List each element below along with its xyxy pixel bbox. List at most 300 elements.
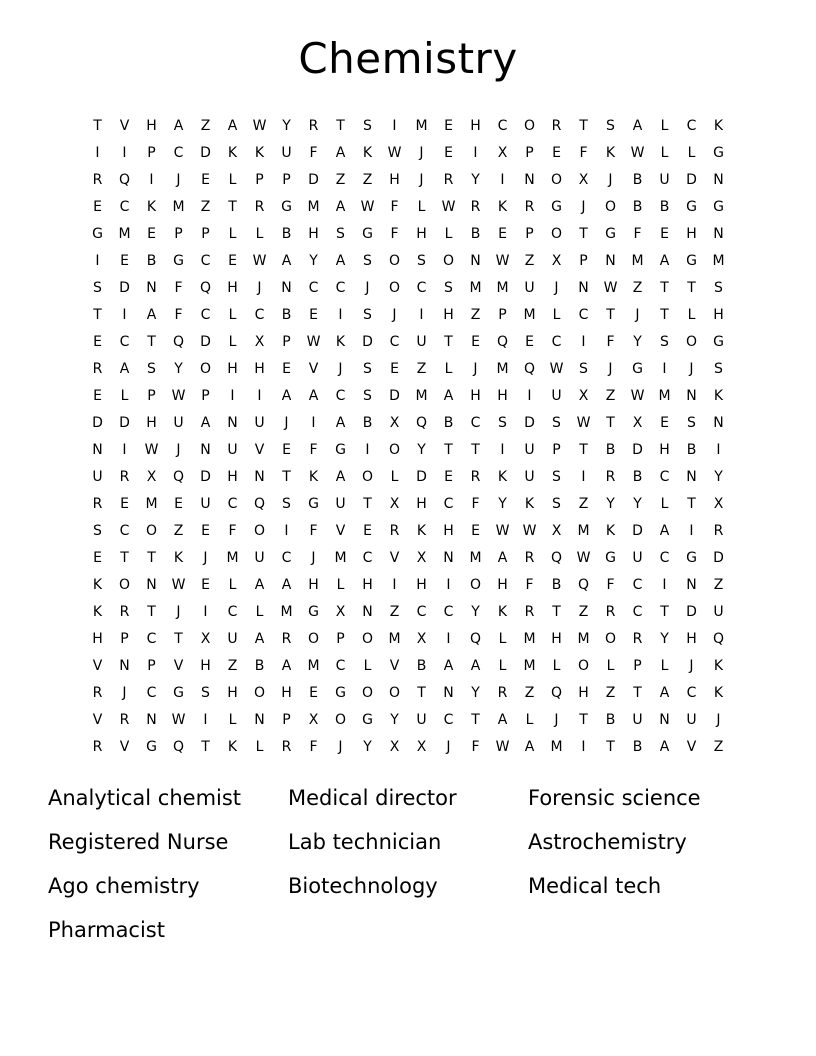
grid-letter: A (281, 387, 292, 404)
grid-letter: P (282, 333, 291, 350)
grid-letter: T (93, 117, 102, 134)
grid-letter: Q (172, 333, 185, 350)
grid-letter: G (335, 441, 346, 458)
grid-letter: B (686, 441, 697, 458)
grid-letter: P (525, 144, 534, 161)
grid-letter: B (416, 657, 427, 674)
grid-letter: T (120, 549, 129, 566)
grid-letter: I (446, 630, 451, 647)
grid-letter: H (416, 576, 427, 593)
grid-letter: J (338, 360, 343, 377)
grid-letter: Q (118, 171, 131, 188)
grid-letter: P (147, 657, 156, 674)
grid-letter: R (92, 684, 103, 701)
grid-letter: H (227, 279, 238, 296)
grid-letter: O (253, 684, 266, 701)
grid-letter: O (577, 657, 590, 674)
grid-letter: L (660, 495, 669, 512)
grid-letter: J (446, 738, 451, 755)
grid-letter: G (551, 198, 562, 215)
grid-letter: U (173, 414, 184, 431)
grid-letter: J (338, 738, 343, 755)
grid-letter: I (203, 603, 208, 620)
grid-letter: R (524, 603, 535, 620)
grid-letter: I (581, 333, 586, 350)
grid-letter: B (146, 252, 157, 269)
grid-letter: T (606, 738, 615, 755)
grid-letter: J (176, 441, 181, 458)
grid-letter: N (686, 576, 697, 593)
grid-letter: C (632, 603, 643, 620)
grid-letter: G (713, 198, 724, 215)
grid-letter: U (335, 495, 346, 512)
grid-letter: E (444, 117, 453, 134)
grid-letter: O (118, 576, 131, 593)
grid-letter: C (335, 657, 346, 674)
grid-letter: Y (660, 630, 669, 647)
grid-letter: K (146, 198, 157, 215)
grid-letter: D (686, 603, 697, 620)
grid-letter: F (525, 576, 534, 593)
grid-letter: U (524, 468, 535, 485)
grid-letter: T (579, 225, 588, 242)
grid-letter: W (306, 333, 321, 350)
grid-letter: X (497, 144, 508, 161)
grid-letter: O (604, 198, 617, 215)
grid-letter: V (335, 522, 346, 539)
grid-letter: T (93, 306, 102, 323)
grid-letter: N (92, 441, 103, 458)
grid-letter: B (281, 225, 292, 242)
grid-letter: I (500, 171, 505, 188)
grid-letter: W (495, 738, 510, 755)
grid-letter: E (228, 252, 237, 269)
puzzle-title: Chemistry (298, 34, 518, 83)
grid-letter: H (416, 225, 427, 242)
grid-letter: A (281, 657, 292, 674)
grid-letter: S (687, 414, 696, 431)
grid-letter: J (716, 711, 721, 728)
grid-letter: Z (200, 198, 211, 215)
grid-letter: U (632, 549, 643, 566)
grid-letter: L (498, 630, 507, 647)
grid-letter: E (660, 414, 669, 431)
grid-letter: W (171, 576, 186, 593)
grid-letter: T (579, 711, 588, 728)
grid-letter: O (469, 576, 482, 593)
grid-letter: O (199, 360, 212, 377)
word-list-item: Biotechnology (288, 874, 438, 898)
grid-letter: H (686, 225, 697, 242)
grid-letter: L (255, 225, 264, 242)
grid-letter: U (632, 711, 643, 728)
grid-letter: A (632, 117, 643, 134)
grid-letter: H (92, 630, 103, 647)
grid-letter: X (632, 414, 643, 431)
grid-letter: U (227, 630, 238, 647)
grid-letter: Y (633, 333, 642, 350)
grid-letter: E (120, 252, 129, 269)
grid-letter: D (119, 414, 130, 431)
grid-letter: I (392, 117, 397, 134)
grid-letter: R (281, 738, 292, 755)
grid-letter: K (605, 144, 616, 161)
grid-letter: G (146, 738, 157, 755)
grid-letter: I (95, 144, 100, 161)
grid-letter: F (633, 225, 642, 242)
grid-letter: L (552, 306, 561, 323)
grid-letter: I (581, 468, 586, 485)
grid-letter: O (550, 171, 563, 188)
grid-letter: H (227, 684, 238, 701)
grid-letter: G (281, 198, 292, 215)
grid-letter: J (419, 144, 424, 161)
grid-letter: H (416, 495, 427, 512)
grid-letter: R (470, 198, 481, 215)
grid-letter: H (254, 360, 265, 377)
grid-letter: I (338, 306, 343, 323)
grid-letter: B (632, 468, 643, 485)
grid-letter: R (605, 603, 616, 620)
grid-letter: O (334, 711, 347, 728)
grid-letter: Q (199, 279, 212, 296)
grid-letter: Z (470, 306, 481, 323)
grid-letter: M (469, 549, 482, 566)
grid-letter: X (308, 711, 319, 728)
grid-letter: B (362, 414, 373, 431)
grid-letter: L (228, 711, 237, 728)
grid-letter: F (471, 738, 480, 755)
grid-letter: L (255, 603, 264, 620)
grid-letter: G (308, 603, 319, 620)
grid-letter: Y (390, 711, 399, 728)
grid-letter: I (473, 144, 478, 161)
grid-letter: C (146, 630, 157, 647)
grid-letter: V (92, 657, 103, 674)
grid-letter: N (254, 711, 265, 728)
grid-letter: W (630, 144, 645, 161)
grid-letter: D (632, 522, 643, 539)
grid-letter: T (147, 549, 156, 566)
grid-letter: N (146, 711, 157, 728)
grid-letter: G (362, 711, 373, 728)
grid-letter: B (632, 738, 643, 755)
grid-letter: O (523, 117, 536, 134)
grid-letter: Y (471, 684, 480, 701)
grid-letter: N (713, 171, 724, 188)
grid-letter: W (603, 279, 618, 296)
grid-letter: C (632, 576, 643, 593)
grid-letter: J (554, 711, 559, 728)
grid-letter: P (147, 387, 156, 404)
grid-letter: O (388, 279, 401, 296)
grid-letter: K (227, 144, 238, 161)
grid-letter: M (388, 630, 401, 647)
grid-letter: A (659, 522, 670, 539)
grid-letter: N (200, 441, 211, 458)
grid-letter: Z (524, 252, 535, 269)
grid-letter: M (658, 387, 671, 404)
grid-letter: L (525, 711, 534, 728)
grid-letter: Q (172, 468, 185, 485)
grid-letter: S (363, 117, 372, 134)
word-list-item: Analytical chemist (48, 786, 242, 810)
grid-letter: B (443, 414, 454, 431)
grid-letter: L (498, 657, 507, 674)
grid-letter: X (551, 522, 562, 539)
grid-letter: B (470, 225, 481, 242)
grid-letter: A (146, 306, 157, 323)
grid-letter: U (281, 144, 292, 161)
grid-letter: H (308, 576, 319, 593)
grid-letter: K (497, 198, 508, 215)
grid-letter: N (713, 414, 724, 431)
grid-letter: S (552, 414, 561, 431)
grid-letter: I (230, 387, 235, 404)
grid-letter: W (360, 198, 375, 215)
grid-letter: H (659, 441, 670, 458)
grid-letter: J (635, 306, 640, 323)
grid-letter: Z (227, 657, 238, 674)
grid-letter: L (363, 657, 372, 674)
grid-letter: J (284, 414, 289, 431)
grid-letter: W (630, 387, 645, 404)
grid-letter: W (387, 144, 402, 161)
grid-letter: N (470, 252, 481, 269)
grid-letter: J (203, 549, 208, 566)
grid-letter: C (119, 522, 130, 539)
grid-letter: J (122, 684, 127, 701)
grid-letter: M (172, 198, 185, 215)
grid-letter: C (389, 333, 400, 350)
grid-letter: H (497, 576, 508, 593)
grid-letter: X (578, 387, 589, 404)
grid-letter: D (200, 144, 211, 161)
grid-letter: F (309, 144, 318, 161)
grid-letter: P (174, 225, 183, 242)
grid-letter: Z (416, 360, 427, 377)
grid-letter: X (335, 603, 346, 620)
grid-letter: M (631, 252, 644, 269)
grid-letter: N (578, 279, 589, 296)
grid-letter: I (689, 522, 694, 539)
grid-letter: T (687, 495, 696, 512)
grid-letter: N (362, 603, 373, 620)
grid-letter: Q (253, 495, 266, 512)
grid-letter: U (524, 279, 535, 296)
grid-letter: Y (282, 117, 291, 134)
word-list-item: Forensic science (528, 786, 701, 810)
grid-letter: C (227, 495, 238, 512)
grid-letter: K (308, 468, 319, 485)
grid-letter: Y (498, 495, 507, 512)
grid-letter: Y (174, 360, 183, 377)
grid-letter: X (578, 171, 589, 188)
grid-letter: C (659, 468, 670, 485)
grid-letter: M (226, 549, 239, 566)
grid-letter: M (307, 198, 320, 215)
grid-letter: J (689, 657, 694, 674)
grid-letter: Z (200, 117, 211, 134)
grid-letter: Z (578, 603, 589, 620)
grid-letter: R (497, 684, 508, 701)
grid-letter: K (92, 576, 103, 593)
grid-letter: Z (389, 603, 400, 620)
grid-letter: M (145, 495, 158, 512)
grid-letter: S (282, 495, 291, 512)
grid-letter: Q (172, 738, 185, 755)
grid-letter: R (92, 360, 103, 377)
grid-letter: X (254, 333, 265, 350)
grid-letter: X (551, 252, 562, 269)
grid-letter: R (632, 630, 643, 647)
grid-letter: E (174, 495, 183, 512)
grid-letter: J (608, 171, 613, 188)
grid-letter: M (496, 279, 509, 296)
grid-letter: D (524, 414, 535, 431)
word-list-item: Pharmacist (48, 918, 165, 942)
grid-letter: A (335, 198, 346, 215)
grid-letter: K (524, 495, 535, 512)
grid-letter: R (92, 738, 103, 755)
grid-letter: Q (523, 360, 536, 377)
grid-letter: Q (712, 630, 725, 647)
grid-letter: J (419, 171, 424, 188)
grid-letter: R (92, 171, 103, 188)
grid-letter: C (227, 603, 238, 620)
grid-letter: C (173, 144, 184, 161)
word-list (48, 776, 768, 952)
grid-letter: P (498, 306, 507, 323)
word-list-item: Registered Nurse (48, 830, 229, 854)
grid-letter: C (200, 306, 211, 323)
grid-letter: P (201, 387, 210, 404)
grid-letter: E (93, 198, 102, 215)
grid-letter: B (659, 198, 670, 215)
grid-letter: M (118, 225, 131, 242)
grid-letter: L (228, 225, 237, 242)
grid-letter: C (416, 603, 427, 620)
wordsearch-grid (84, 112, 732, 760)
grid-letter: S (444, 279, 453, 296)
grid-letter: W (495, 252, 510, 269)
grid-letter: T (606, 414, 615, 431)
grid-letter: D (362, 333, 373, 350)
grid-letter: F (606, 333, 615, 350)
grid-letter: D (200, 468, 211, 485)
grid-letter: W (576, 414, 591, 431)
grid-letter: M (523, 630, 536, 647)
grid-letter: R (605, 468, 616, 485)
grid-letter: T (444, 333, 453, 350)
grid-letter: M (469, 279, 482, 296)
grid-letter: G (686, 252, 697, 269)
grid-letter: Z (605, 387, 616, 404)
grid-letter: H (227, 360, 238, 377)
grid-letter: T (174, 630, 183, 647)
grid-letter: A (659, 252, 670, 269)
grid-letter: X (389, 738, 400, 755)
grid-letter: W (252, 252, 267, 269)
grid-letter: M (334, 549, 347, 566)
grid-letter: M (280, 603, 293, 620)
grid-letter: N (146, 279, 157, 296)
grid-letter: T (417, 684, 426, 701)
grid-letter: A (470, 657, 481, 674)
grid-letter: N (443, 684, 454, 701)
grid-letter: A (335, 144, 346, 161)
grid-letter: I (365, 441, 370, 458)
grid-letter: K (713, 387, 724, 404)
grid-letter: P (525, 225, 534, 242)
grid-letter: V (173, 657, 184, 674)
grid-letter: L (120, 387, 129, 404)
grid-letter: X (416, 549, 427, 566)
grid-letter: O (550, 225, 563, 242)
grid-letter: Q (496, 333, 509, 350)
grid-letter: T (444, 441, 453, 458)
grid-letter: R (470, 468, 481, 485)
grid-letter: A (227, 117, 238, 134)
grid-letter: H (470, 117, 481, 134)
grid-letter: J (392, 306, 397, 323)
grid-letter: H (200, 657, 211, 674)
grid-letter: S (714, 279, 723, 296)
grid-letter: J (311, 549, 316, 566)
grid-letter: V (119, 117, 130, 134)
grid-letter: O (685, 333, 698, 350)
grid-letter: S (363, 387, 372, 404)
grid-letter: A (281, 576, 292, 593)
grid-letter: A (335, 414, 346, 431)
grid-letter: F (309, 522, 318, 539)
grid-letter: B (632, 171, 643, 188)
grid-letter: S (660, 333, 669, 350)
grid-letter: E (201, 171, 210, 188)
grid-letter: O (307, 630, 320, 647)
grid-letter: X (416, 630, 427, 647)
grid-letter: I (419, 306, 424, 323)
grid-letter: W (549, 360, 564, 377)
grid-letter: R (443, 171, 454, 188)
grid-letter: D (119, 279, 130, 296)
grid-letter: N (443, 549, 454, 566)
grid-letter: S (147, 360, 156, 377)
grid-letter: O (361, 630, 374, 647)
grid-letter: A (173, 117, 184, 134)
grid-letter: L (255, 738, 264, 755)
grid-letter: Y (633, 495, 642, 512)
grid-letter: H (443, 306, 454, 323)
grid-letter: Z (524, 684, 535, 701)
grid-letter: K (713, 117, 724, 134)
grid-letter: T (660, 603, 669, 620)
grid-letter: R (551, 117, 562, 134)
grid-letter: O (361, 468, 374, 485)
grid-letter: P (282, 171, 291, 188)
grid-letter: E (309, 684, 318, 701)
grid-letter: F (606, 576, 615, 593)
grid-letter: Z (605, 684, 616, 701)
grid-letter: D (200, 333, 211, 350)
grid-letter: K (713, 657, 724, 674)
grid-letter: X (146, 468, 157, 485)
grid-letter: K (416, 522, 427, 539)
grid-letter: D (92, 414, 103, 431)
word-list-item: Astrochemistry (528, 830, 687, 854)
grid-letter: R (308, 117, 319, 134)
grid-letter: E (147, 225, 156, 242)
